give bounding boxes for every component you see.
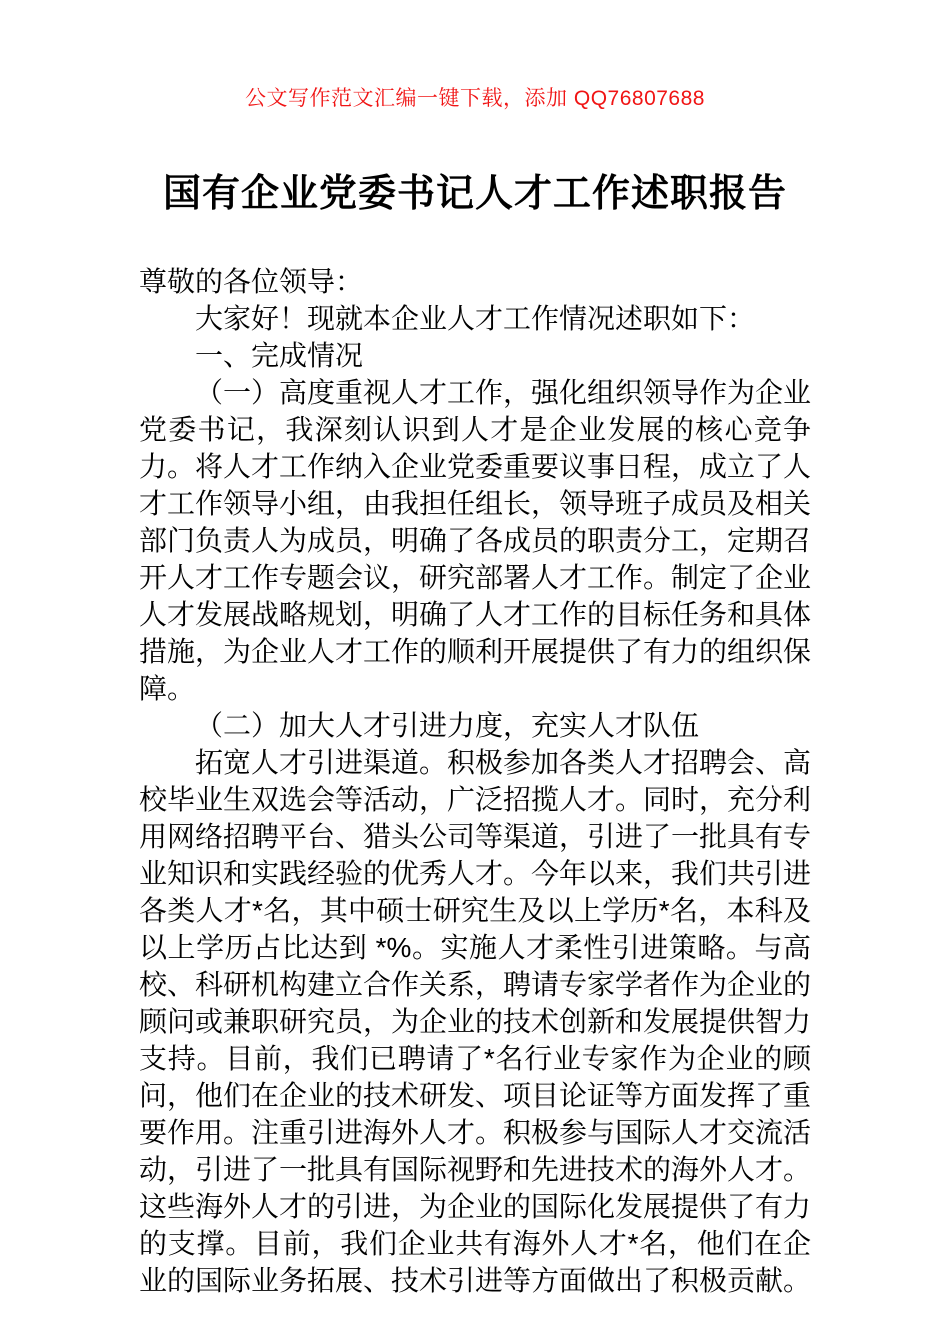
paragraph-subsection-2-body: 拓宽人才引进渠道。积极参加各类人才招聘会、高校毕业生双选会等活动，广泛招揽人才。同时，充分利用网络招聘平台、猎头公司等渠道，引进了一批具有专业知识和实践经验的优秀人才。今年以来，我们共引进各类人才*名，其中硕士研究生及以上学历*名，本科及以上学历占比达到 *%。实施人才柔性引进策略。与高校、科研机构建立合作关系，聘请专家学者作为企业的顾问或兼职研究员，为企业的技术创新和发展提供智力支持。目前，我们已聘请了*名行业专家作为企业的顾问，他们在企业的技术研发、项目论证等方面发挥了重要作用。注重引进海外人才。积极参与国际人才交流活动，引进了一批具有国际视野和先进技术的海外人才。这些海外人才的引进，为企业的国际化发展提供了有力的支撑。目前，我们企业共有海外人才*名，他们在企业的国际业务拓展、技术引进等方面做出了积极贡献。 [139, 747, 812, 1296]
paragraph-salutation: 尊敬的各位领导： [139, 266, 364, 297]
promo-banner-text: 公文写作范文汇编一键下载，添加 QQ76807688 [245, 87, 705, 110]
paragraph-subsection-1: （一）高度重视人才工作，强化组织领导作为企业党委书记，我深刻认识到人才是企业发展的核心竞争力。将人才工作纳入企业党委重要议事日程，成立了人才工作领导小组，由我担任组长，领导班子成员及相关部门负责人为成员，明确了各成员的职责分工，定期召开人才工作专题会议，研究部署人才工作。制定了企业人才发展战略规划，明确了人才工作的目标任务和具体措施，为企业人才工作的顺利开展提供了有力的组织保障。 [139, 377, 812, 704]
document-body [139, 263, 811, 1299]
paragraph-section-heading-1: 一、完成情况 [195, 340, 364, 371]
document-title: 国有企业党委书记人才工作述职报告 [162, 173, 787, 215]
paragraph-greeting: 大家好！现就本企业人才工作情况述职如下： [195, 303, 756, 334]
paragraph-subsection-2-heading: （二）加大人才引进力度，充实人才队伍 [195, 710, 700, 741]
